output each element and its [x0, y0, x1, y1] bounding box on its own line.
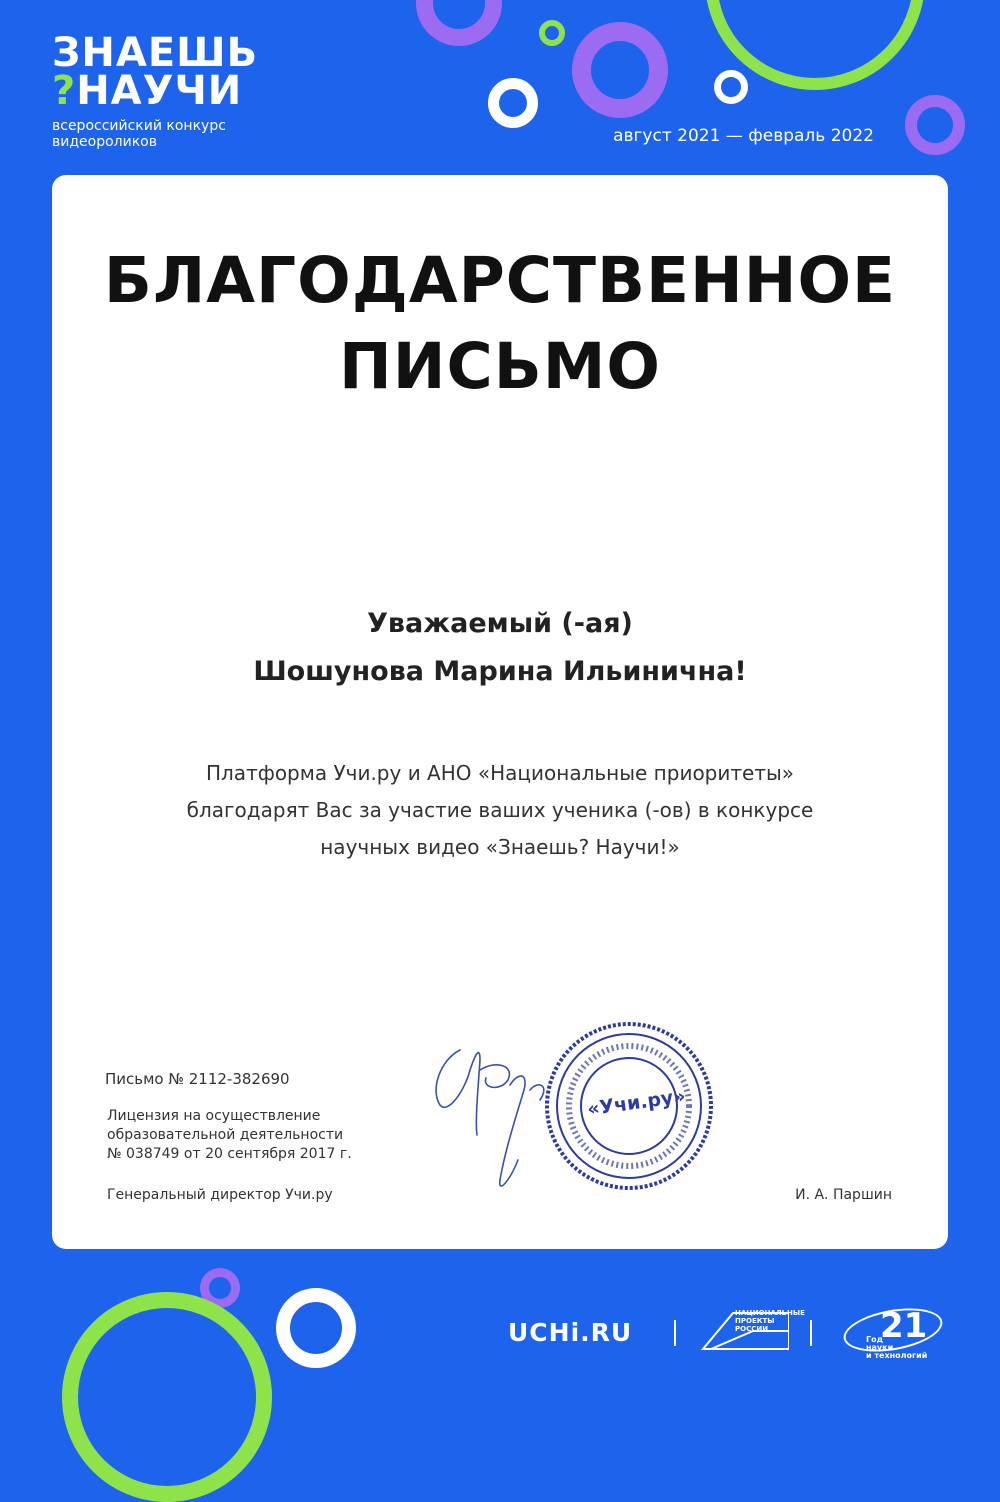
body-line2: благодарят Вас за участие ваших ученика (-ов) в конкурсе — [186, 798, 814, 822]
logo-line2-text: НАУЧИ — [76, 68, 243, 114]
recipient-name: Шошунова Марина Ильинична! — [253, 656, 747, 687]
decor-ring-purple-mid — [572, 22, 668, 118]
letter-number: Письмо № 2112-382690 — [105, 1070, 290, 1088]
logo-line1: ЗНАЕШЬ — [52, 30, 259, 76]
license-line3: № 038749 от 20 сентября 2017 г. — [107, 1146, 352, 1162]
decor-ring-white-small — [488, 78, 538, 128]
contest-logo — [52, 30, 259, 150]
uchi-ru-logo: UCHi.RU — [508, 1318, 633, 1347]
decor-ring-white-right — [714, 70, 748, 104]
np-line3: РОССИИ — [735, 1325, 769, 1333]
year-line3: и технологий — [866, 1351, 928, 1360]
director-title: Генеральный директор Учи.ру — [107, 1187, 333, 1203]
body-line1: Платформа Учи.ру и АНО «Национальные приоритеты» — [205, 761, 795, 785]
logo-subtitle — [52, 118, 258, 150]
decor-ring-purple-edge — [905, 95, 965, 155]
decor-ring-green-small — [539, 20, 565, 46]
logo-subtitle-line2: видеороликов — [52, 134, 157, 150]
letter-title — [52, 238, 948, 410]
title-line1: БЛАГОДАРСТВЕННОЕ — [103, 244, 897, 317]
contest-dates: август 2021 — февраль 2022 — [613, 126, 874, 146]
decor-ring-white-bottom — [276, 1288, 356, 1368]
signature — [420, 1030, 560, 1200]
greeting — [52, 600, 948, 696]
stamp-text: «Учи.ру» — [585, 1085, 687, 1121]
np-line2: ПРОЕКТЫ — [735, 1317, 775, 1325]
np-line1: НАЦИОНАЛЬНЫЕ — [735, 1309, 805, 1317]
license-info — [107, 1107, 352, 1164]
license-line1: Лицензия на осуществление — [107, 1108, 321, 1124]
logo-line2 — [52, 68, 258, 114]
title-line2: ПИСЬМО — [339, 330, 661, 403]
logo-subtitle-line1: всероссийский конкурс — [52, 118, 226, 134]
year-line2: науки — [866, 1343, 894, 1352]
year-line1: Год — [866, 1335, 884, 1344]
body-line3: научных видео «Знаешь? Научи!» — [320, 835, 680, 859]
greeting-line1: Уважаемый (-ая) — [367, 608, 633, 639]
footer-separator-2 — [810, 1320, 812, 1346]
letter-body — [52, 755, 948, 866]
decor-ring-green-bottom — [62, 1292, 272, 1502]
logo-question-mark: ? — [52, 68, 77, 114]
year-of-science-text — [866, 1336, 946, 1360]
decor-ring-purple-top — [416, 0, 502, 46]
national-projects-text — [735, 1309, 805, 1333]
signer-name: И. А. Паршин — [795, 1187, 892, 1203]
license-line2: образовательной деятельности — [107, 1127, 344, 1143]
year-of-science-number: 21 — [880, 1306, 928, 1346]
footer-separator — [674, 1320, 676, 1346]
